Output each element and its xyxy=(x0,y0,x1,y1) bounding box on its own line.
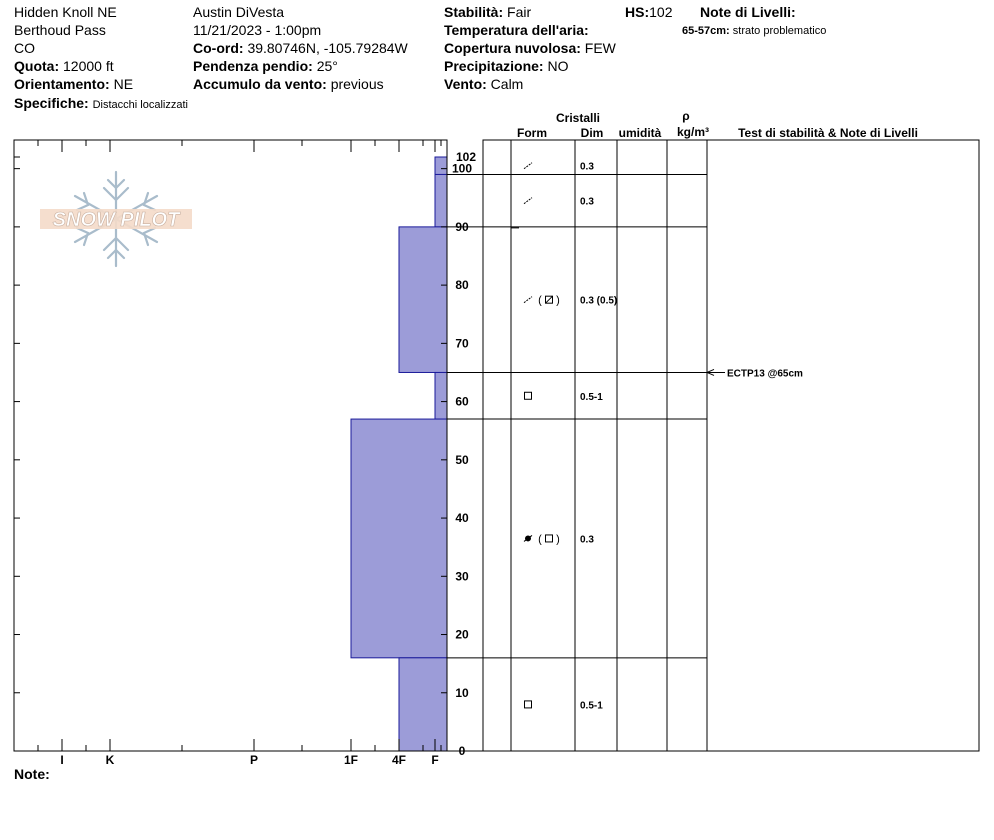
wind-loading-label: Accumulo da vento: xyxy=(193,76,327,92)
layer-note-range: 65-57cm: xyxy=(682,25,730,37)
hs-label: HS: xyxy=(625,4,650,20)
hardness-tick-label: K xyxy=(105,753,115,767)
depth-tick-label: 90 xyxy=(455,219,469,234)
depth-tick-label: 100 xyxy=(451,161,473,176)
hardness-bar xyxy=(399,227,447,373)
svg-text:): ) xyxy=(556,533,560,546)
wind-loading-value: previous xyxy=(330,76,384,92)
cloud-label: Copertura nuvolosa: xyxy=(444,40,581,56)
tests-header: Test di stabilità & Note di Livelli xyxy=(738,126,918,140)
note-label: Note: xyxy=(14,766,50,782)
hardness-bars xyxy=(351,157,447,751)
precip-label: Precipitazione: xyxy=(444,58,544,74)
layer-size: 0.3 xyxy=(580,196,594,208)
depth-tick-label: 80 xyxy=(455,278,469,293)
precip-value: NO xyxy=(547,58,569,74)
hardness-tick-label: I xyxy=(60,753,64,767)
hardness-tick-label: P xyxy=(249,753,259,767)
table-rows xyxy=(447,162,707,751)
layer-table xyxy=(447,140,979,751)
cloud-value: FEW xyxy=(584,40,616,56)
hardness-tick-label: 1F xyxy=(343,753,359,767)
depth-tick-label: 50 xyxy=(455,452,469,467)
hardness-bar xyxy=(435,174,447,226)
svg-text:): ) xyxy=(556,294,560,307)
svg-text:(: ( xyxy=(538,294,542,307)
crystals-header: Cristalli xyxy=(555,111,601,125)
depth-tick-label: 70 xyxy=(455,336,469,351)
elevation-value: 12000 ft xyxy=(63,58,114,74)
state-name: CO xyxy=(14,40,35,56)
observation-datetime: 11/21/2023 - 1:00pm xyxy=(193,22,322,38)
slope-value: 25° xyxy=(316,58,338,74)
crystal-form-icon xyxy=(524,163,532,169)
layer-size: 0.3 xyxy=(580,534,594,546)
size-header: Dim xyxy=(580,126,604,140)
crystal-form-icon xyxy=(524,198,532,204)
specifics-label: Specifiche: xyxy=(14,95,89,111)
moisture-header: umidità xyxy=(618,126,662,140)
hs-value: 102 xyxy=(649,4,673,20)
aspect-value: NE xyxy=(113,76,134,92)
snowpilot-logo xyxy=(40,172,192,266)
air-temp-label: Temperatura dell'aria: xyxy=(444,22,589,38)
hardness-tick-label: 4F xyxy=(391,753,407,767)
stability-tests xyxy=(707,368,803,379)
hardness-tick-label: F xyxy=(431,753,439,767)
depth-tick-label: 60 xyxy=(455,394,469,409)
wind-value: Calm xyxy=(490,76,524,92)
observer-name: Austin DiVesta xyxy=(193,4,285,20)
layer-notes-label: Note di Livelli: xyxy=(700,4,796,20)
specifics-value: Distacchi localizzati xyxy=(92,99,188,111)
crystal-form-icon xyxy=(525,392,532,399)
hardness-bar xyxy=(435,372,447,419)
layer-size: 0.3 (0.5) xyxy=(580,295,618,307)
form-header: Form xyxy=(517,126,547,140)
depth-tick-label: 30 xyxy=(455,569,469,584)
depth-tick-label: 40 xyxy=(455,511,469,526)
hardness-bar xyxy=(435,157,447,174)
wind-label: Vento: xyxy=(444,76,487,92)
table-frame xyxy=(483,140,979,751)
depth-tick-label: 10 xyxy=(455,685,469,700)
stability-value: Fair xyxy=(507,4,532,20)
layer-size: 0.5-1 xyxy=(580,700,603,712)
hardness-bar xyxy=(399,658,447,751)
coordinates-value: 39.80746N, -105.79284W xyxy=(247,40,408,56)
svg-text:(: ( xyxy=(538,533,542,546)
location-name: Hidden Knoll NE xyxy=(14,4,117,20)
layer-size: 0.3 xyxy=(580,161,594,173)
area-name: Berthoud Pass xyxy=(14,22,106,38)
crystal-form-icon xyxy=(525,701,532,708)
coordinates-label: Co-ord: xyxy=(193,40,244,56)
slope-label: Pendenza pendio: xyxy=(193,58,313,74)
elevation-label: Quota: xyxy=(14,58,60,74)
layer-note-text: strato problematico xyxy=(732,25,827,37)
layer-size: 0.5-1 xyxy=(580,391,603,403)
density-unit-header: kg/m³ xyxy=(676,125,710,139)
aspect-label: Orientamento: xyxy=(14,76,110,92)
test-label: ECTP13 @65cm xyxy=(727,368,803,380)
depth-tick-label: 0 xyxy=(458,744,466,758)
crystal-form-icon xyxy=(524,533,560,545)
logo-text: SNOW PILOT xyxy=(52,209,180,231)
stability-label: Stabilità: xyxy=(444,4,504,20)
crystal-form-icon xyxy=(524,295,560,307)
depth-tick-label: 20 xyxy=(455,627,469,642)
depth-top-label: 102 xyxy=(455,150,477,164)
density-rho-header: ρ xyxy=(682,109,690,123)
hardness-bar xyxy=(351,419,447,658)
